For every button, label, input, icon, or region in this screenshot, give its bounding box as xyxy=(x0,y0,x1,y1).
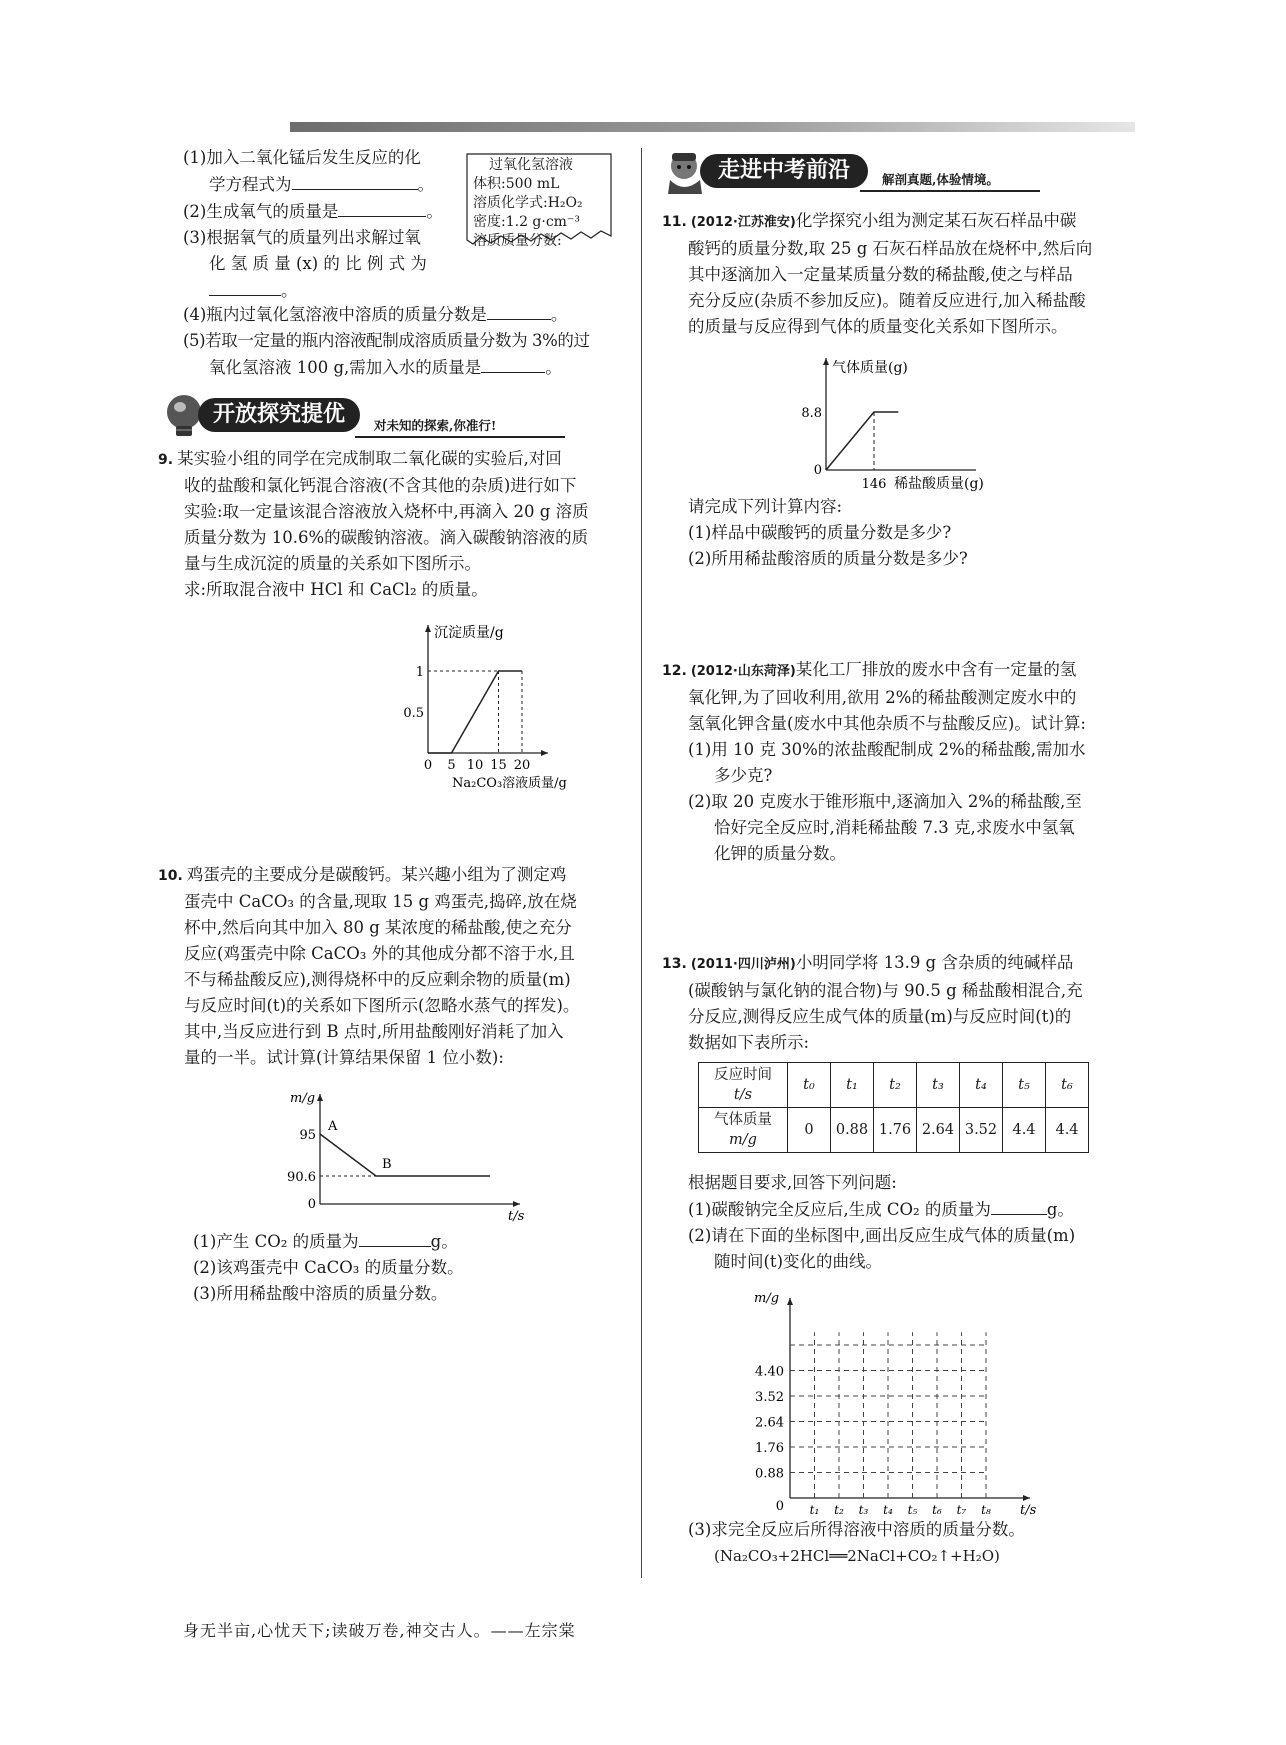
x-tick-label: 0 xyxy=(813,463,822,478)
q13-line1: 13. (2011·四川泸州)小明同学将 13.9 g 含杂质的纯碱样品 xyxy=(662,953,1074,972)
banner-subtitle: 对未知的探索,你准行! xyxy=(374,418,497,433)
q10-sub2: (2)该鸡蛋壳中 CaCO₃ 的质量分数。 xyxy=(193,1258,464,1277)
y-axis-label: 气体质量(g) xyxy=(832,360,908,376)
y-axis-arrow xyxy=(425,625,431,632)
y-tick-label: 1 xyxy=(415,665,424,680)
q13-sub2a: (2)请在下面的坐标图中,画出反应生成气体的质量(m) xyxy=(688,1226,1076,1245)
label-title: 过氧化氢溶液 xyxy=(489,157,573,173)
question-11-subitems xyxy=(688,494,1128,572)
q12-line3: 氢氧化钾含量(废水中其他杂质不与盐酸反应)。试计算: xyxy=(688,714,1086,733)
prev-question-items xyxy=(183,145,453,304)
q9-line1: 9. 某实验小组的同学在完成制取二氧化碳的实验后,对回 xyxy=(158,449,562,468)
q10-line3: 杯中,然后向其中加入 80 g 某浓度的稀盐酸,使之充分 xyxy=(184,918,572,937)
table-cell: 1.76 xyxy=(874,1108,917,1153)
table-cell: 3.52 xyxy=(960,1108,1003,1153)
answer-blank[interactable] xyxy=(487,301,551,320)
question-13 xyxy=(662,950,1132,1056)
x-axis-arrow xyxy=(1023,1495,1030,1501)
table-cell: 0.88 xyxy=(831,1108,874,1153)
q10-line2: 蛋壳中 CaCO₃ 的含量,现取 15 g 鸡蛋壳,捣碎,放在烧 xyxy=(184,892,577,911)
footer-quote: 身无半亩,心忧天下;读破万卷,神交古人。——左宗棠 xyxy=(183,1621,576,1640)
q9-line2: 收的盐酸和氯化钙混合溶液(不含其他的杂质)进行如下 xyxy=(184,476,577,495)
y-axis-label: m/g xyxy=(754,1291,780,1306)
y-tick-label: 8.8 xyxy=(801,406,822,421)
y-tick-label: 95 xyxy=(299,1128,316,1143)
banner-underline xyxy=(355,436,565,438)
q10-sub3: (3)所用稀盐酸中溶质的质量分数。 xyxy=(193,1284,448,1303)
banner-title: 开放探究提优 xyxy=(198,398,360,432)
data-line xyxy=(428,671,522,753)
x-tick-label: t₅ xyxy=(907,1503,918,1517)
q12-line2: 氧化钾,为了回收利用,欲用 2%的稀盐酸测定废水中的 xyxy=(688,688,1077,707)
q9-line6: 求:所取混合液中 HCl 和 CaCl₂ 的质量。 xyxy=(184,580,488,599)
item-1-line1: (1)加入二氧化锰后发生反应的化 xyxy=(183,148,421,167)
chart-q10-mass-time xyxy=(287,1082,530,1230)
item-1-line2: 学方程式为 。 xyxy=(183,171,453,198)
q12-sub2c: 化钾的质量分数。 xyxy=(714,844,846,863)
x-tick-label: 20 xyxy=(513,758,531,773)
x-tick-label: 146 xyxy=(861,477,887,492)
x-axis-label: Na₂CO₃溶液质量/g xyxy=(452,776,567,791)
y-tick-label: 4.40 xyxy=(755,1364,784,1380)
x-tick-label: t₇ xyxy=(956,1503,967,1517)
q9-line5: 量与生成沉淀的质量的关系如下图所示。 xyxy=(184,554,481,573)
table-cell: t₅ xyxy=(1003,1063,1046,1108)
q11-line5: 的质量与反应得到气体的质量变化关系如下图所示。 xyxy=(688,317,1068,336)
table-header-mass: 气体质量 m/g xyxy=(699,1108,788,1153)
q13-after: 根据题目要求,回答下列问题: xyxy=(688,1173,897,1192)
q10-sub1: (1)产生 CO₂ 的质量为 g。 xyxy=(193,1228,613,1255)
x-tick-label: 5 xyxy=(447,758,456,773)
q9-line4: 质量分数为 10.6%的碳酸钠溶液。滴入碳酸钠溶液的质 xyxy=(184,528,589,547)
q13-equation: (Na₂CO₃+2HCl══2NaCl+CO₂↑+H₂O) xyxy=(714,1547,1000,1565)
chart-q11-gas-acid xyxy=(790,342,1030,494)
answer-blank[interactable] xyxy=(292,171,418,190)
section-banner-exam xyxy=(660,148,1060,196)
item-3-line1: (3)根据氧气的质量列出求解过氧 xyxy=(183,228,421,247)
table-cell: t₀ xyxy=(788,1063,831,1108)
x-tick-label: t₈ xyxy=(981,1503,991,1517)
table-cell: t₂ xyxy=(874,1063,917,1108)
question-13-subitems xyxy=(688,1170,1133,1275)
section-banner-open xyxy=(160,392,560,440)
x-axis-label: t/s xyxy=(1020,1503,1037,1518)
banner-subtitle: 解剖真题,体验情境。 xyxy=(882,172,999,187)
item-5-line2: 氧化氢溶液 100 g,需加入水的质量是 。 xyxy=(183,354,623,381)
y-tick-label: 1.76 xyxy=(755,1441,784,1456)
q13-line3: 分反应,测得反应生成气体的质量(m)与反应时间(t)的 xyxy=(688,1007,1072,1026)
q10-line1: 10. 鸡蛋壳的主要成分是碳酸钙。某兴趣小组为了测定鸡 xyxy=(158,865,567,884)
q11-line4: 充分反应(杂质不参加反应)。随着反应进行,加入稀盐酸 xyxy=(688,291,1086,310)
y-tick-label: 0.88 xyxy=(755,1466,784,1482)
item-3-line3: 。 xyxy=(183,277,453,304)
q10-line8: 量的一半。试计算(计算结果保留 1 位小数): xyxy=(184,1048,504,1067)
question-11 xyxy=(662,208,1132,340)
table-header-time: 反应时间 t/s xyxy=(699,1063,788,1108)
label-text xyxy=(473,156,583,251)
y-tick-label: 0 xyxy=(307,1197,316,1212)
x-tick-label: 0 xyxy=(423,758,433,773)
answer-blank[interactable] xyxy=(359,1228,431,1247)
reagent-label-box xyxy=(465,152,615,254)
x-tick-label: t₂ xyxy=(834,1503,844,1517)
x-axis-arrow xyxy=(541,750,548,756)
table-cell: 4.4 xyxy=(1046,1108,1089,1153)
table-cell: t₃ xyxy=(917,1063,960,1108)
origin-label: 0 xyxy=(775,1499,784,1514)
y-tick-label: 0.5 xyxy=(403,706,424,721)
q10-line6: 与反应时间(t)的关系如下图所示(忽略水蒸气的挥发)。 xyxy=(184,996,580,1015)
q13-sub2b: 随时间(t)变化的曲线。 xyxy=(714,1252,883,1271)
q13-data-table xyxy=(698,1062,1089,1153)
q9-line3: 实验:取一定量该混合溶液放入烧杯中,再滴入 20 g 溶质 xyxy=(184,502,589,521)
q12-sub1a: (1)用 10 克 30%的浓盐酸配制成 2%的稀盐酸,需加水 xyxy=(688,740,1086,759)
prev-question-items-wide xyxy=(183,301,623,381)
question-13-sub3 xyxy=(688,1517,1133,1569)
point-label-b: B xyxy=(382,1157,392,1172)
table-cell: 2.64 xyxy=(917,1108,960,1153)
q11-line1: 11. (2012·江苏淮安)化学探究小组为测定某石灰石样品中碳 xyxy=(662,211,1077,230)
q12-line1: 12. (2012·山东菏泽)某化工厂排放的废水中含有一定量的氢 xyxy=(662,660,1077,679)
table-cell: 0 xyxy=(788,1108,831,1153)
item-5-line1: (5)若取一定量的瓶内溶液配制成溶质质量分数为 3%的过 xyxy=(183,331,590,350)
q10-line5: 不与稀盐酸反应),测得烧杯中的反应剩余物的质量(m) xyxy=(184,970,571,989)
question-10 xyxy=(158,862,628,1071)
x-axis-label: 稀盐酸质量(g) xyxy=(894,476,984,492)
data-line xyxy=(826,412,898,470)
q13-line4: 数据如下表所示: xyxy=(688,1033,810,1052)
table-row-mass xyxy=(699,1108,1089,1153)
q12-sub2a: (2)取 20 克废水于锥形瓶中,逐滴加入 2%的稀盐酸,至 xyxy=(688,792,1082,811)
y-axis-arrow xyxy=(787,1298,793,1305)
label-formula: 溶质化学式:H₂O₂ xyxy=(473,195,583,211)
x-tick-label: t₁ xyxy=(809,1503,820,1517)
q12-sub2b: 恰好完全反应时,消耗稀盐酸 7.3 克,求废水中氢氧 xyxy=(714,818,1075,837)
x-axis-label: t/s xyxy=(508,1209,525,1224)
q11-sub2: (2)所用稀盐酸溶质的质量分数是多少? xyxy=(688,549,968,568)
q10-line4: 反应(鸡蛋壳中除 CaCO₃ 外的其他成分都不溶于水,且 xyxy=(184,944,575,963)
label-density: 密度:1.2 g·cm⁻³ xyxy=(473,214,580,230)
q11-line2: 酸钙的质量分数,取 25 g 石灰石样品放在烧杯中,然后向 xyxy=(688,239,1093,258)
q12-sub1b: 多少克? xyxy=(714,766,773,785)
table-cell: t₄ xyxy=(960,1063,1003,1108)
item-2: (2)生成氧气的质量是 。 xyxy=(183,198,453,225)
q11-prompt: 请完成下列计算内容: xyxy=(688,497,843,516)
answer-blank[interactable] xyxy=(209,277,281,296)
label-volume: 体积:500 mL xyxy=(473,176,560,192)
y-axis-label: 沉淀质量/g xyxy=(434,625,504,641)
y-axis-arrow xyxy=(317,1094,323,1101)
q11-line3: 其中逐滴加入一定量某质量分数的稀盐酸,使之与样品 xyxy=(688,265,1073,284)
y-tick-label: 3.52 xyxy=(755,1390,784,1405)
banner-underline xyxy=(860,190,1040,192)
x-axis-arrow xyxy=(513,1201,520,1207)
banner-title: 走进中考前沿 xyxy=(700,154,868,188)
top-decor-bar xyxy=(290,122,1135,132)
answer-blank[interactable] xyxy=(481,354,545,373)
answer-blank[interactable] xyxy=(338,198,426,217)
y-tick-label: 2.64 xyxy=(755,1415,784,1431)
table-cell: t₁ xyxy=(831,1063,874,1108)
point-label-a: A xyxy=(328,1119,338,1134)
y-tick-label: 90.6 xyxy=(287,1170,316,1185)
table-cell: 4.4 xyxy=(1003,1108,1046,1153)
q13-sub1: (1)碳酸钠完全反应后,生成 CO₂ 的质量为 g。 xyxy=(688,1196,1133,1223)
table-row-time xyxy=(699,1063,1089,1108)
q10-line7: 其中,当反应进行到 B 点时,所用盐酸刚好消耗了加入 xyxy=(184,1022,564,1041)
y-axis-arrow xyxy=(823,358,829,365)
item-4: (4)瓶内过氧化氢溶液中溶质的质量分数是 。 xyxy=(183,301,623,328)
answer-blank[interactable] xyxy=(991,1196,1047,1215)
column-divider xyxy=(641,148,642,1578)
question-10-subitems xyxy=(193,1228,613,1307)
chart-q9-precipitate xyxy=(403,605,630,791)
q13-sub3: (3)求完全反应后所得溶液中溶质的质量分数。 xyxy=(688,1520,1025,1539)
table-cell: t₆ xyxy=(1046,1063,1089,1108)
x-tick-label: t₄ xyxy=(883,1503,893,1517)
y-axis-label: m/g xyxy=(290,1091,316,1106)
question-12 xyxy=(662,657,1132,867)
q11-sub1: (1)样品中碳酸钙的质量分数是多少? xyxy=(688,523,952,542)
data-line xyxy=(320,1134,490,1176)
label-fraction: 溶质质量分数: xyxy=(473,233,562,249)
q13-data-table-wrap xyxy=(698,1062,1089,1153)
x-tick-label: 10 xyxy=(466,758,484,773)
x-tick-label: 15 xyxy=(490,758,507,773)
x-tick-label: t₃ xyxy=(858,1503,869,1517)
chart-q13-answer-grid[interactable] xyxy=(740,1280,1060,1518)
question-9 xyxy=(158,446,628,603)
q13-line2: (碳酸钠与氯化钠的混合物)与 90.5 g 稀盐酸相混合,充 xyxy=(688,981,1083,1000)
item-3-line2: 化 氢 质 量 (x) 的 比 例 式 为 xyxy=(209,254,427,273)
x-tick-label: t₆ xyxy=(932,1503,942,1517)
